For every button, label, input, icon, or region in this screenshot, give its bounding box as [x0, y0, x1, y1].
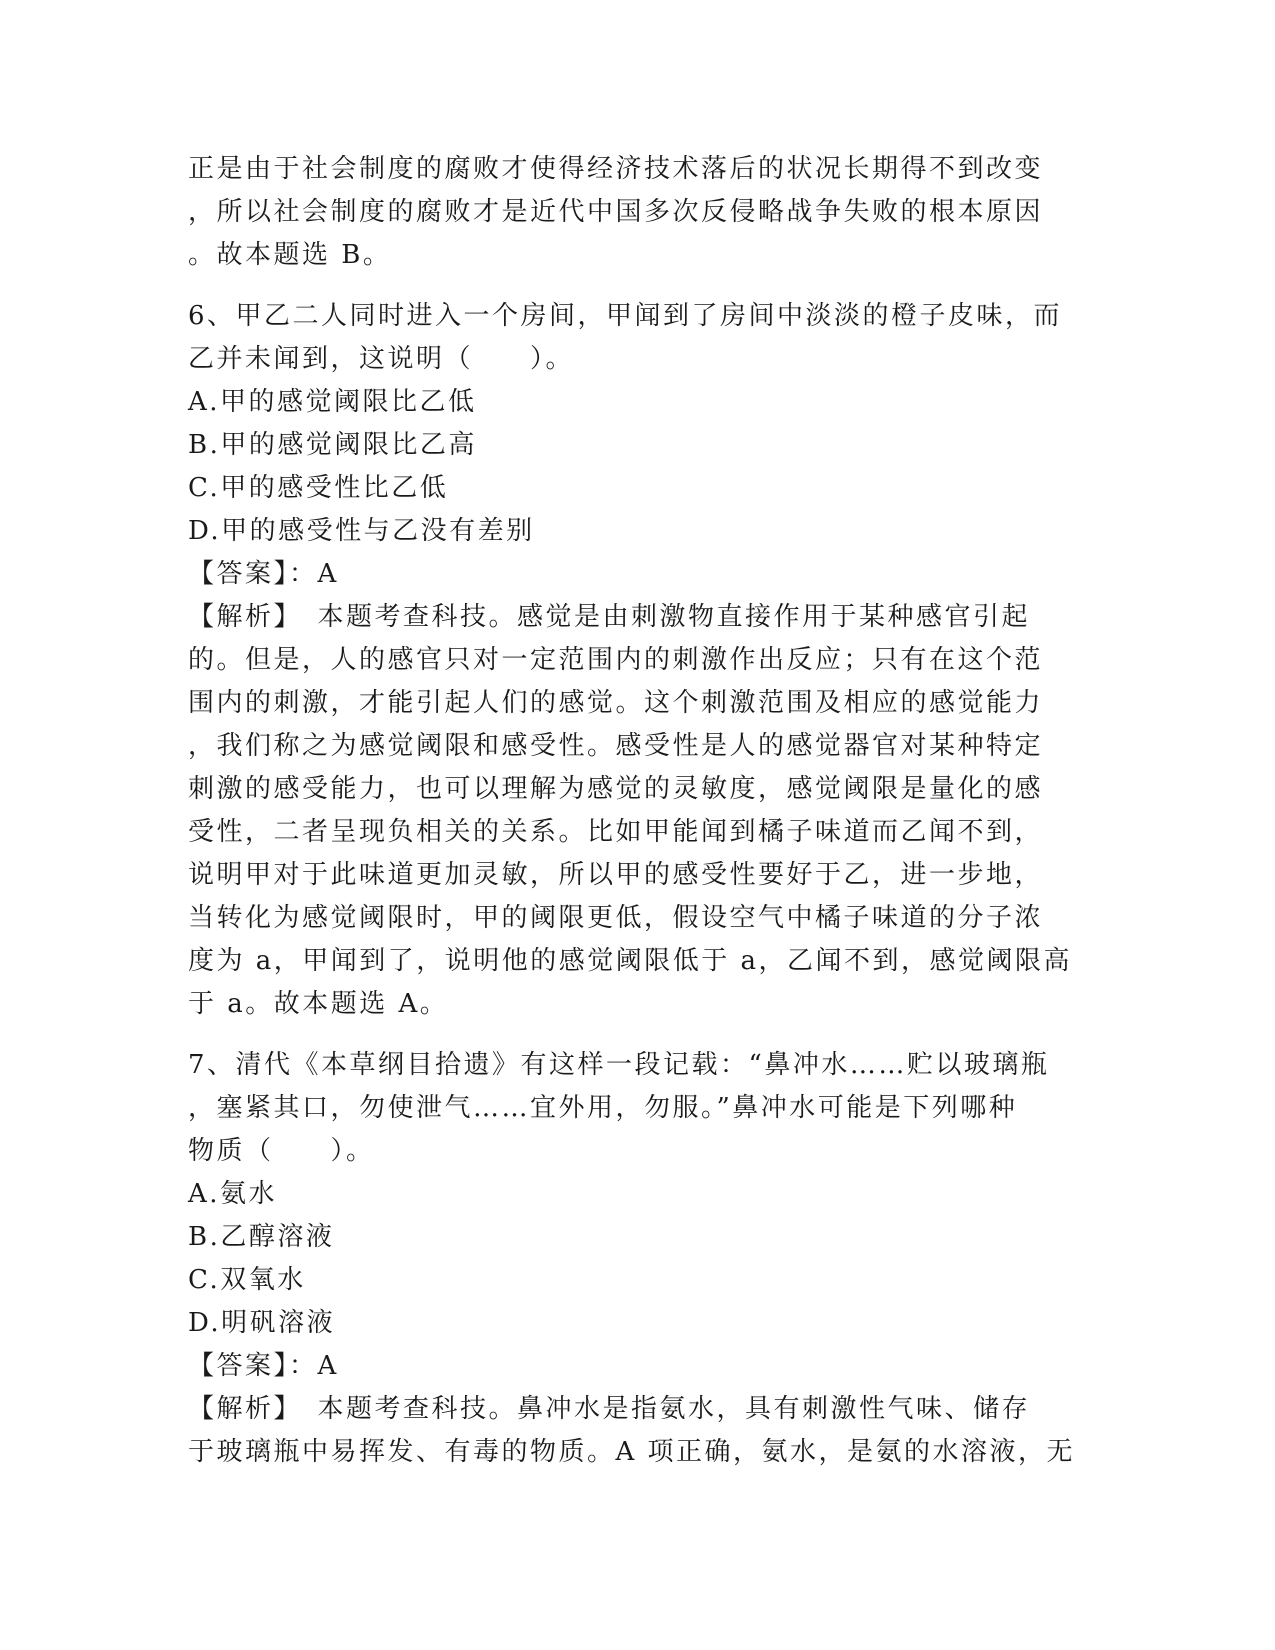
answer-line: 【答案】：A: [188, 1351, 339, 1381]
analysis-line: 刺激的感受能力，也可以理解为感觉的灵敏度，感觉阈限是量化的感: [188, 774, 1044, 804]
question-text-line: ，塞紧其口，勿使泄气……宜外用，勿服。”鼻冲水可能是下列哪种: [188, 1093, 1018, 1123]
question-6: [188, 295, 1088, 1026]
analysis-line: 【解析】 本题考查科技。感觉是由刺激物直接作用于某种感官引起: [188, 602, 1031, 632]
question-7: [188, 1044, 1088, 1474]
analysis-line: ，我们称之为感觉阈限和感受性。感受性是人的感觉器官对某种特定: [188, 731, 1044, 761]
option-a: A.氨水: [188, 1179, 278, 1209]
spacer: [188, 277, 1088, 295]
analysis-line: 的。但是，人的感官只对一定范围内的刺激作出反应；只有在这个范: [188, 645, 1044, 675]
analysis-line: 说明甲对于此味道更加灵敏，所以甲的感受性要好于乙，进一步地，: [188, 860, 1044, 890]
question-text-line: 6、甲乙二人同时进入一个房间，甲闻到了房间中淡淡的橙子皮味，而: [188, 301, 1063, 331]
intro-line: 正是由于社会制度的腐败才使得经济技术落后的状况长期得不到改变: [188, 154, 1044, 184]
question-text-line: 乙并未闻到，这说明（ ）。: [188, 344, 575, 374]
analysis-line: 围内的刺激，才能引起人们的感觉。这个刺激范围及相应的感觉能力: [188, 688, 1044, 718]
analysis-line: 受性，二者呈现负相关的关系。比如甲能闻到橘子味道而乙闻不到，: [188, 817, 1044, 847]
analysis-line: 于玻璃瓶中易挥发、有毒的物质。A 项正确，氨水，是氨的水溶液，无: [188, 1437, 1076, 1467]
analysis-line: 当转化为感觉阈限时，甲的阈限更低，假设空气中橘子味道的分子浓: [188, 903, 1044, 933]
option-d: D.甲的感受性与乙没有差别: [188, 516, 535, 546]
option-d: D.明矾溶液: [188, 1308, 336, 1338]
option-c: C.甲的感受性比乙低: [188, 473, 449, 503]
intro-line: 。故本题选 B。: [188, 240, 392, 270]
answer-line: 【答案】：A: [188, 559, 339, 589]
intro-line: ，所以社会制度的腐败才是近代中国多次反侵略战争失败的根本原因: [188, 197, 1044, 227]
analysis-line: 【解析】 本题考查科技。鼻冲水是指氨水，具有刺激性气味、储存: [188, 1394, 1031, 1424]
document-page: [188, 148, 1088, 1474]
option-b: B.乙醇溶液: [188, 1222, 335, 1252]
analysis-line: 度为 a，甲闻到了，说明他的感觉阈限低于 a，乙闻不到，感觉阈限高: [188, 946, 1073, 976]
option-b: B.甲的感觉阈限比乙高: [188, 430, 477, 460]
analysis-paragraph: [188, 1388, 1088, 1474]
option-c: C.双氧水: [188, 1265, 306, 1295]
option-a: A.甲的感觉阈限比乙低: [188, 387, 477, 417]
spacer: [188, 1026, 1088, 1044]
intro-paragraph: [188, 148, 1088, 277]
analysis-line: 于 a。故本题选 A。: [188, 989, 449, 1019]
question-text-line: 7、清代《本草纲目拾遗》有这样一段记载：“鼻冲水……贮以玻璃瓶: [188, 1050, 1050, 1080]
question-text-line: 物质（ ）。: [188, 1136, 375, 1166]
analysis-paragraph: [188, 596, 1088, 1026]
